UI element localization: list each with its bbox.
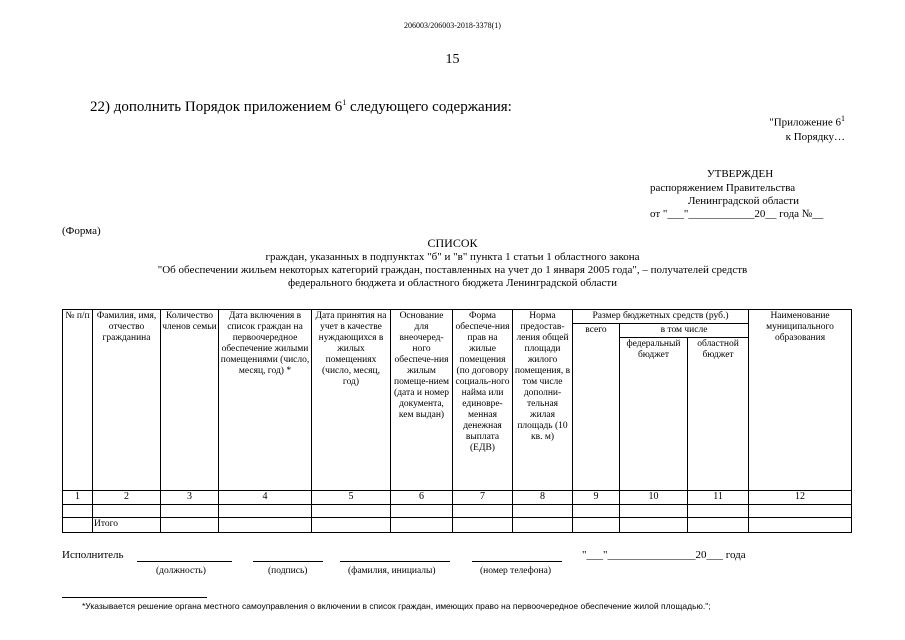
subtitle-line-2: "Об обеспечении жильем некоторых категорий граждан, поставленных на учет до 1 января 2005 года", – получателей средств [157, 264, 748, 276]
col-header-number: № п/п [63, 310, 93, 491]
approved-line-1: распоряжением Правительства [650, 182, 796, 194]
caption-phone: (номер телефона) [480, 566, 551, 576]
intro-superscript: 1 [342, 98, 347, 107]
col-num-cell: 7 [453, 491, 513, 505]
approved-title: УТВЕРЖДЕН [706, 168, 774, 180]
col-header-family-size: Количество членов семьи [161, 310, 219, 491]
col-num-cell: 8 [513, 491, 573, 505]
col-header-municipality: Наименование муниципального образования [749, 310, 852, 491]
appendix-reference [700, 112, 845, 144]
document-subtitle [140, 251, 765, 290]
form-label: (Форма) [62, 225, 101, 237]
subtitle-line-3: федерального бюджета и областного бюджета Ленинградской области [287, 277, 618, 289]
col-num-cell: 4 [219, 491, 312, 505]
col-num-cell: 6 [391, 491, 453, 505]
approved-line-3: от "___"____________20__ года №__ [650, 208, 824, 220]
col-header-federal: федеральный бюджет [620, 338, 688, 491]
col-num-cell: 1 [63, 491, 93, 505]
col-num-cell: 9 [573, 491, 620, 505]
caption-signature: (подпись) [268, 566, 308, 576]
subtitle-line-1: граждан, указанных в подпунктах "б" и "в" пункта 1 статьи 1 областного закона [265, 251, 640, 263]
intro-text: 22) дополнить Порядок приложением 6 [90, 99, 343, 115]
intro-tail: следующего содержания: [346, 99, 512, 115]
col-num-cell: 3 [161, 491, 219, 505]
caption-name: (фамилия, инициалы) [348, 566, 436, 576]
recipients-table [62, 309, 852, 533]
approved-line-2: Ленинградской области [688, 195, 799, 207]
col-header-total: всего [573, 324, 620, 491]
document-title: СПИСОК [427, 236, 478, 250]
position-line [137, 561, 232, 562]
col-header-basis: Основание для внеочеред-ного обеспече-ния жилым помеще-нием (дата и номер документа, кем выдан) [391, 310, 453, 491]
col-header-area-norm: Норма предостав-ления общей площади жилого помещения, в том числе дополни-тельная жилая площадь (10 кв. м) [513, 310, 573, 491]
total-label: Итого [93, 518, 161, 533]
executor-label: Исполнитель [62, 549, 124, 561]
intro-paragraph [90, 98, 512, 116]
col-num-cell: 2 [93, 491, 161, 505]
appendix-line-1: "Приложение $6^1$ [769, 114, 845, 129]
footnote-separator [62, 597, 207, 598]
col-num-cell: 10 [620, 491, 688, 505]
col-num-cell: 5 [312, 491, 391, 505]
col-header-provision-form: Форма обеспече-ния прав на жилые помещения (по договору социаль-ного найма или единовре-менная денежная выплата (ЕДВ) [453, 310, 513, 491]
executor-date: "___"________________20___ года [582, 549, 746, 561]
col-header-regional: областной бюджет [688, 338, 749, 491]
col-num-cell: 11 [688, 491, 749, 505]
caption-position: (должность) [156, 566, 206, 576]
col-header-name: Фамилия, имя, отчество гражданина [93, 310, 161, 491]
column-number-row [63, 491, 852, 505]
page-number: 15 [445, 52, 460, 67]
approved-block [650, 182, 823, 221]
col-header-registration-date: Дата принятия на учет в качестве нуждающихся в жилых помещениях (число, месяц, год) [312, 310, 391, 491]
signature-line [253, 561, 323, 562]
appendix-line-2: к Порядку… [785, 130, 845, 143]
col-header-including: в том числе [620, 324, 749, 338]
name-line [340, 561, 450, 562]
col-num-cell: 12 [749, 491, 852, 505]
phone-line [472, 561, 562, 562]
col-header-inclusion-date: Дата включения в список граждан на первоочередное обеспечение жилыми помещениями (число, месяц, год) * [219, 310, 312, 491]
footnote: *Указывается решение органа местного самоуправления о включении в список граждан, имеющих право на первоочередное обеспечение жилой площадью."; [82, 601, 711, 611]
empty-row [63, 505, 852, 518]
document-header-code: 206003/206003-2018-3378(1) [404, 21, 501, 30]
total-row [63, 518, 852, 533]
col-header-budget: Размер бюджетных средств (руб.) [573, 310, 749, 324]
